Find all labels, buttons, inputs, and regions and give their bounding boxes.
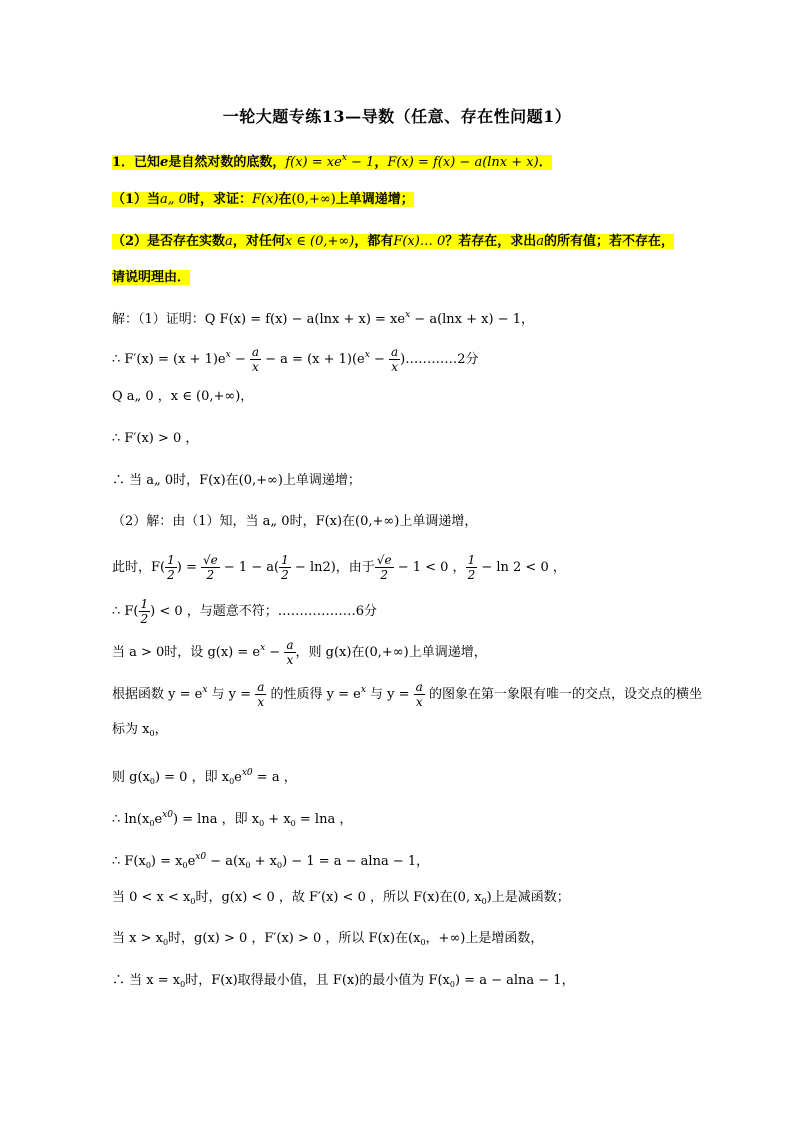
sol-text: 根据函数 y = e [112,687,203,702]
denominator: 2 [206,568,215,582]
solution-line-3: Q a„ 0 ，x ∈ (0,+∞)， [112,389,254,404]
solution-line-13 [112,804,352,835]
solution-line-14 [112,846,429,877]
solution-line-16 [112,928,543,954]
sol-text: 与 y = [207,687,256,702]
problem-text: ， [374,155,388,170]
fraction [165,553,177,582]
solution-line-2 [112,344,479,374]
numerator: a [257,680,265,694]
sub: 0 [190,897,196,906]
problem-text: 上单调递增； [335,192,414,207]
numerator: 1 [167,553,175,567]
sol-text: 时，g(x) > 0 ，F′(x) > 0 ，所以 F(x)在(x [168,931,421,946]
problem-text: 是自然对数的底数， [168,155,286,170]
sol-text: = a ， [252,770,297,785]
problem-text: ． [538,155,552,170]
solution-line-6: （2）解：由（1）知，当 a„ 0时，F(x)在(0,+∞)上单调递增， [112,514,478,529]
fraction [284,638,295,667]
math-f: f(x) = xe [285,155,342,170]
sol-text: )…………2分 [400,352,479,367]
sup: x [405,310,411,320]
sol-text: − [265,645,285,660]
math-f2: − 1 [346,155,375,170]
problem-text: 请说明理由． [112,270,191,285]
problem-text: ？若存在，求出 [445,234,537,249]
problem-text: 时，求证： [186,192,252,207]
denominator: 2 [140,612,149,626]
solution-line-10 [112,679,702,709]
sol-text: 当 x > x [112,931,163,946]
math-x-range: x ∈ (0,+∞) [284,234,355,249]
solution-line-9 [112,637,487,667]
sol-text: 时，g(x) < 0 ，故 F′(x) < 0 ，所以 F(x)在(0, x [195,890,482,905]
sub: 0 [182,861,188,870]
solution-line-15 [112,887,570,913]
math-e: e [160,155,169,170]
sol-text: ) − 1 = a − alna − 1， [282,854,430,869]
denominator: 2 [467,568,476,582]
sub: 0 [149,777,155,786]
sup: x0 [195,852,207,862]
fraction [389,345,400,374]
sol-text: 与 y = [365,687,414,702]
fraction [375,553,394,582]
sol-text: 当 0 < x < x [112,890,191,905]
problem-text: 在 [278,192,292,207]
sol-text: ∴ F′(x) = (x + 1)e [112,352,226,367]
math-F: F(x) = f(x) − a(lnx + x) [387,155,539,170]
sol-text: − [230,352,250,367]
denominator: x [257,695,265,709]
sub: 0 [245,861,251,870]
sup: x [202,685,208,695]
sub: 0 [290,819,296,828]
fraction [139,597,151,626]
math-F: F(x) [251,192,279,207]
sol-text: 的性质得 y = e [266,687,361,702]
sol-text: ) = [176,560,201,575]
sub: 0 [149,819,155,828]
problem-question-2 [112,231,674,253]
sol-text: = lna ， [295,812,353,827]
sol-text: e [187,854,196,869]
sol-text: − 1 < 0 ， [393,560,466,575]
sub: 0 [259,819,265,828]
sub: 0 [229,777,235,786]
sub: 0 [145,861,151,870]
numerator: a [391,345,399,359]
sol-text: − a(lnx + x) − 1， [410,312,535,327]
solution-line-1 [112,304,534,331]
numerator: a [286,638,294,652]
sol-text: + x [264,812,291,827]
sol-text: ) = x [150,854,183,869]
sol-text: ) < 0 ，与题意不符；………………6分 [150,604,378,619]
sup: x0 [241,768,253,778]
denominator: 2 [167,568,175,582]
sub: 0 [420,938,426,947]
sub: 0 [149,729,155,738]
math-cond: a„ 0 [160,192,187,207]
math-F-cond: F(x)… 0 [393,234,446,249]
sol-text: 此时，F( [112,560,166,575]
solution-line-4: ∴ F′(x) > 0 ， [112,431,199,446]
sol-text: 则 g(x [112,770,150,785]
denominator: x [415,695,423,709]
fraction [201,553,220,582]
problem-text: 1．已知 [112,155,161,170]
problem-line-1 [112,147,552,174]
problem-question-2-cont [112,267,190,289]
sub: 0 [449,980,455,989]
problem-text: 的所有值；若不存在， [544,234,675,249]
sol-text: ) = a − alna − 1， [454,973,575,988]
fraction [255,680,266,709]
math-interval: (0,+∞) [291,192,336,207]
sol-text: ) = lna ，即 x [172,812,260,827]
sol-text: 标为 x [112,722,150,737]
numerator: 1 [467,553,476,567]
numerator: 1 [281,553,289,567]
sol-text: )上是减函数； [486,890,570,905]
sol-text: ∴ F( [112,604,139,619]
sol-text: e [154,812,163,827]
sub: 0 [277,861,283,870]
sol-text: e [234,770,242,785]
sol-text: ∴ 当 x = x [112,973,181,988]
sol-text: ， [154,722,168,737]
sol-text: ，则 g(x)在(0,+∞)上单调递增， [295,645,487,660]
solution-line-12 [112,762,297,793]
sol-text: − 1 − a( [219,560,280,575]
sol-text: − a = (x + 1)(e [261,352,365,367]
problem-text: ，都有 [354,234,394,249]
fraction [466,553,478,582]
numerator: 1 [140,597,149,611]
sol-text: − a(x [206,854,246,869]
numerator: √e [376,553,392,567]
numerator: √e [202,553,218,567]
sup: x [225,350,231,360]
sup: x [360,685,366,695]
problem-text: （1）当 [112,192,161,207]
sol-text: − ln2)，由于 [290,560,375,575]
page-title: 一轮大题专练13—导数（任意、存在性问题1） [222,107,572,126]
denominator: 2 [380,568,388,582]
numerator: a [415,680,423,694]
problem-text: ，对任何 [232,234,285,249]
problem-question-1 [112,189,414,211]
solution-line-17 [112,970,575,996]
fraction [414,680,425,709]
sol-text: − ln 2 < 0 ， [477,560,566,575]
fraction [279,553,291,582]
sol-text: − [369,352,389,367]
sol-text: 时，F(x)取得最小值，且 F(x)的最小值为 F(x [185,973,450,988]
sub: 0 [481,897,487,906]
sol-text: + x [250,854,277,869]
sol-text: 的图象在第一象限有唯一的交点，设交点的横坐 [424,687,702,702]
solution-line-7 [112,553,566,582]
sup: x0 [162,810,173,820]
math-sup: x [341,153,347,163]
denominator: 2 [281,568,289,582]
sol-text: ) = 0 ，即 x [154,770,230,785]
denominator: x [286,653,294,667]
denominator: x [252,360,259,374]
sup: x [260,643,266,653]
sol-text: 当 a > 0时，设 g(x) = e [112,645,261,660]
math-a: a [536,234,545,249]
math-a: a [225,234,233,249]
solution-line-11 [112,719,168,745]
sol-text: ∴ ln(x [112,812,150,827]
fraction [250,345,261,374]
sup: x [364,350,370,360]
numerator: a [251,345,260,359]
problem-text: （2）是否存在实数 [112,234,226,249]
sol-text: ，+∞)上是增函数， [425,931,544,946]
solution-line-5: ∴ 当 a„ 0时，F(x)在(0,+∞)上单调递增； [112,473,361,488]
sol-text: ∴ F(x [112,854,146,869]
sol-text: 解：（1）证明：Q F(x) = f(x) − a(lnx + x) = xe [112,312,406,327]
denominator: x [391,360,398,374]
sub: 0 [162,938,169,947]
solution-line-8 [112,597,377,626]
sub: 0 [180,980,186,989]
